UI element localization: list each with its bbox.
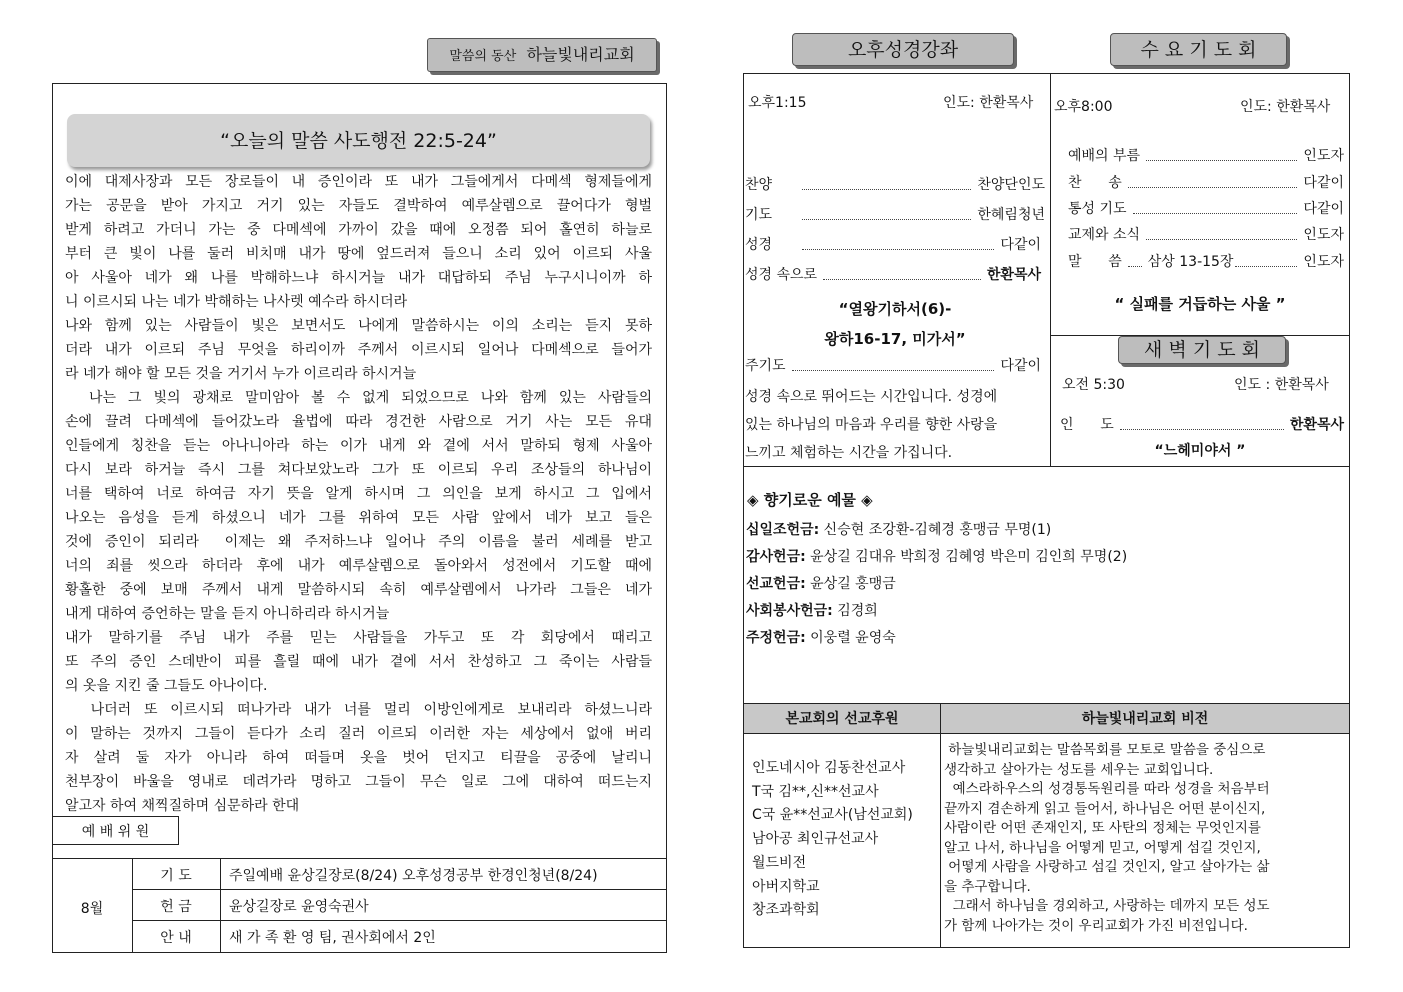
wednesday-time: 오후8:00 — [1054, 99, 1113, 115]
program-value: 한환목사 — [1289, 417, 1344, 433]
vision-line: 알고 나서, 하나님을 어떻게 믿고, 어떻게 섬길 것인지, — [944, 839, 1261, 856]
scripture-line: 의 옷을 지킨 줄 그들도 아나이다. — [65, 678, 268, 694]
sermon-scripture-text — [65, 170, 652, 818]
program-label: 찬양 — [745, 177, 773, 193]
offering-label: 십일조헌금: — [746, 522, 820, 538]
offering-row — [746, 600, 878, 620]
vision-line: 그래서 하나님을 경외하고, 사랑하는 데까지 모든 성도 — [944, 898, 1270, 914]
scripture-line: 아 사울아 네가 왜 나를 박해하느냐 하시거늘 내가 대답하되 주님 누구시니이까 하 — [65, 270, 652, 286]
worship-committee-label: 예 배 위 원 — [81, 824, 150, 840]
scripture-line: 나와 함께 있는 사람들이 빛은 보면서도 나에게 말씀하시는 이의 소리는 듣지 못하 — [65, 318, 652, 334]
scripture-range: 삼상 13-15장 — [1147, 254, 1234, 270]
scripture-line: 이 말하는 것까지 그들이 듣다가 소리 질러 이르되 이러한 자는 세상에서 없애 버리 — [65, 726, 652, 742]
scripture-line: 알고자 하여 채찍질하며 심문하라 한대 — [65, 798, 300, 814]
description-line: 있는 하나님의 마음과 우리를 향한 사랑을 — [745, 417, 998, 433]
mission-list — [752, 757, 913, 923]
program-value: 다같이 — [1303, 175, 1344, 191]
program-row — [1068, 198, 1344, 218]
program-row — [745, 234, 1041, 254]
schedule-col-divider — [1050, 73, 1051, 466]
sermon-title-bar — [67, 114, 650, 167]
mission-item: 월드비전 — [752, 854, 807, 871]
program-row — [745, 174, 1045, 194]
offering-label: 사회봉사헌금: — [746, 603, 833, 619]
afternoon-description — [745, 383, 997, 467]
dawn-prayer-badge — [1118, 336, 1286, 364]
offering-names: 이웅렬 윤영숙 — [805, 630, 896, 646]
table-top-border — [52, 858, 667, 859]
scripture-line: 자 살려 둘 자가 아니라 하여 떠들며 옷을 벗어 던지고 티끌을 공중에 날리니 — [65, 750, 652, 766]
scripture-line: 천부장이 바울을 영내로 데려가라 명하고 그들이 무슨 일로 그에 대하여 떠드는지 — [65, 774, 652, 790]
program-label: 말 씀 — [1068, 254, 1122, 270]
wednesday-prayer-title: 수 요 기 도 회 — [1140, 39, 1257, 61]
program-row — [745, 355, 1041, 375]
vision-text — [944, 741, 1346, 936]
mission-item: 인도네시아 김동찬선교사 — [752, 760, 906, 776]
vision-line: 생각하고 살아가는 성도를 세우는 교회입니다. — [944, 761, 1214, 778]
program-label: 주기도 — [745, 358, 786, 374]
offering-label: 주정헌금: — [746, 630, 806, 646]
program-value: 인도자 — [1303, 227, 1344, 243]
vision-line: 사람이란 어떤 존재인지, 또 사탄의 정체는 무엇인지를 — [944, 820, 1261, 836]
program-row — [1068, 251, 1344, 271]
afternoon-topic-line1: “열왕기하서(6)- — [838, 300, 952, 318]
afternoon-class-title: 오후성경강좌 — [847, 39, 959, 61]
program-value: 인도자 — [1303, 148, 1344, 164]
scripture-line: 받게 하려고 가더니 가는 중 다메섹에 가까이 갔을 때에 오정쯤 되어 홀연히 하늘로 — [65, 222, 652, 238]
program-value: 다같이 — [1000, 237, 1041, 253]
vision-header: 하늘빛내리교회 비전 — [1081, 711, 1209, 727]
afternoon-topic-line2: 왕하16-17, 미가서” — [824, 330, 966, 348]
vision-line: 을 추구합니다. — [944, 878, 1031, 895]
offering-names: 김경희 — [832, 603, 878, 619]
offerings-heading: ◈ 향기로운 예물 ◈ — [747, 491, 873, 509]
scripture-line: 너를 택하여 너로 하여금 자기 뜻을 알게 하시며 그 의인을 보게 하시고 그 입에서 — [65, 486, 652, 502]
committee-value: 주일예배 윤상길장로(8/24) 오후성경공부 한경인청년(8/24) — [229, 868, 598, 884]
table-col-divider — [220, 858, 221, 953]
offering-names: 윤상길 홍맹금 — [805, 576, 896, 592]
program-row — [1068, 172, 1344, 192]
scripture-line: 너의 죄를 씻으라 하더라 후에 내가 예루살렘으로 돌아와서 성전에서 기도할 때에 — [65, 558, 652, 574]
afternoon-class-badge — [792, 33, 1014, 66]
scripture-line: 이에 대제사장과 모든 장로들이 내 증인이라 또 내가 그들에게서 다메섹 형제들에게 — [65, 174, 652, 190]
dawn-time: 오전 5:30 — [1062, 377, 1125, 393]
scripture-line: 또 주의 증인 스데반이 피를 흘릴 때에 내가 곁에 서서 찬성하고 그 죽이는 사람들 — [65, 654, 652, 670]
committee-role: 기 도 — [160, 868, 192, 884]
program-label: 교제와 소식 — [1068, 227, 1141, 243]
church-motto: 말씀의 동산 — [449, 49, 517, 64]
mission-item: 창조과학회 — [752, 902, 820, 919]
program-label: 찬 송 — [1068, 175, 1122, 191]
scripture-line: 가는 공문을 받아 가지고 거기 있는 자들도 결박하여 예루살렘으로 끌어다가 형벌 — [65, 198, 652, 214]
committee-value: 새 가 족 환 영 팀, 권사회에서 2인 — [229, 930, 436, 946]
committee-role: 헌 금 — [160, 899, 192, 915]
mission-item: 아버지학교 — [752, 878, 820, 895]
church-name-badge — [427, 38, 657, 72]
program-value: 한환목사 — [986, 267, 1041, 283]
program-value: 다같이 — [1000, 358, 1041, 374]
offering-label: 선교헌금: — [746, 576, 806, 592]
program-label: 성경 속으로 — [745, 267, 818, 283]
mission-item: C국 윤**선교사(남선교회) — [752, 807, 913, 824]
vision-line: 끝까지 겸손하게 읽고 들어서, 하나님은 어떤 분이신지, — [944, 800, 1266, 817]
church-name: 하늘빛내리교회 — [526, 45, 635, 64]
description-line: 성경 속으로 뛰어드는 시간입니다. 성경에 — [745, 389, 998, 405]
offering-names: 신승현 조강환-김혜경 홍맹금 무명(1) — [819, 522, 1052, 538]
dawn-topic: “느헤미야서 ” — [1154, 443, 1246, 459]
committee-role: 안 내 — [160, 930, 192, 946]
dawn-prayer-title: 새 벽 기 도 회 — [1144, 339, 1260, 361]
program-value: 인도자 — [1303, 254, 1344, 270]
table-row-divider — [132, 920, 667, 921]
wednesday-prayer-badge — [1110, 33, 1287, 66]
offering-row — [746, 546, 1127, 566]
scripture-line: 나오는 음성을 듣게 하셨으니 네가 그를 위하여 모든 사람 앞에서 네가 보고 들은 — [65, 510, 652, 526]
program-row — [1068, 224, 1344, 244]
worship-committee-label-box — [52, 816, 179, 845]
dawn-leader: 인도 : 한환목사 — [1234, 377, 1329, 393]
vision-line: 어떻게 사람을 사랑하고 섬길 것인지, 알고 살아가는 삶 — [944, 859, 1270, 875]
program-value: 한혜림청년 — [977, 207, 1045, 223]
mission-item: T국 김**,신**선교사 — [752, 783, 879, 800]
program-value: 찬양단인도 — [977, 177, 1045, 193]
scripture-line: 다시 보라 하거늘 즉시 그를 쳐다보았노라 그가 또 이르되 우리 조상들의 하나님이 — [65, 462, 652, 478]
program-label: 성경 — [745, 237, 773, 253]
wednesday-topic: “ 실패를 거듭하는 사울 ” — [1114, 295, 1286, 313]
committee-month: 8월 — [80, 901, 104, 917]
mission-item: 남아공 최인규선교사 — [752, 831, 879, 848]
scripture-line: 인들에게 칭찬을 듣는 아나니아라 하는 이가 내게 와 곁에 서서 말하되 형제 사울아 — [65, 438, 652, 454]
scripture-line: 내가 말하기를 주님 내가 주를 믿는 사람들을 가두고 또 각 회당에서 때리고 — [65, 630, 652, 646]
description-line: 느끼고 체험하는 시간을 가집니다. — [745, 445, 953, 461]
program-label: 통성 기도 — [1068, 201, 1127, 217]
mission-header: 본교회의 선교후원 — [785, 711, 899, 727]
scripture-line: 내게 대하여 증언하는 말을 듣지 아니하리라 하시거늘 — [65, 606, 390, 622]
sermon-title: “오늘의 말씀 사도행전 22:5-24” — [220, 130, 497, 152]
vision-line: 예스라하우스의 성경통독원리를 따라 성경을 처음부터 — [944, 781, 1270, 797]
program-row — [745, 204, 1045, 224]
program-label: 기도 — [745, 207, 773, 223]
scripture-line: 니 이르시되 나는 네가 박해하는 나사렛 예수라 하시더라 — [65, 294, 408, 310]
scripture-line: 더라 내가 이르되 주님 무엇을 하리이까 주께서 이르시되 일어나 다메섹으로 들어가 — [65, 342, 652, 358]
scripture-line: 나는 그 빛의 광채로 말미암아 볼 수 없게 되었으므로 나와 함께 있는 사람들의 — [65, 390, 652, 406]
offering-row — [746, 573, 896, 593]
program-label: 인 도 — [1060, 417, 1114, 433]
scripture-line: 나더러 또 이르시되 떠나가라 내가 너를 멀리 이방인에게로 보내리라 하셨느니라 — [65, 702, 652, 718]
offering-row — [746, 627, 896, 647]
table-row-divider — [132, 889, 667, 890]
offering-label: 감사헌금: — [746, 549, 806, 565]
scripture-line: 라 네가 해야 할 모든 것을 거기서 누가 이르리라 하시거늘 — [65, 366, 417, 382]
offering-row — [746, 519, 1051, 539]
offering-names: 윤상길 김대유 박희정 김혜영 박은미 김인희 무명(2) — [805, 549, 1128, 565]
scripture-line: 손에 끌려 다메섹에 들어갔노라 율법에 따라 경건한 사람으로 거기 사는 모든 유대 — [65, 414, 652, 430]
vision-line: 하늘빛내리교회는 말씀목회를 모토로 말씀을 중심으로 — [944, 742, 1266, 758]
scripture-line: 황홀한 중에 보매 주께서 내게 말씀하시되 속히 예루살렘에서 나가라 그들은 네가 — [65, 582, 652, 598]
afternoon-time: 오후1:15 — [748, 95, 807, 111]
wednesday-leader: 인도: 한환목사 — [1240, 99, 1331, 115]
program-row — [1060, 414, 1344, 434]
vision-line: 가 함께 나아가는 것이 우리교회가 가진 비전입니다. — [944, 917, 1248, 934]
mission-vision-col-divider — [940, 703, 941, 948]
program-label: 예배의 부름 — [1068, 148, 1141, 164]
program-row — [745, 264, 1041, 284]
program-value: 다같이 — [1303, 201, 1344, 217]
program-row — [1068, 145, 1344, 165]
scripture-line: 부터 큰 빛이 나를 둘러 비치매 내가 땅에 엎드러져 들으니 소리 있어 이르되 사울 — [65, 246, 652, 262]
scripture-line: 것에 증인이 되리라 이제는 왜 주저하느냐 일어나 주의 이름을 불러 세례를 받고 — [65, 534, 652, 550]
afternoon-leader: 인도: 한환목사 — [943, 95, 1034, 111]
committee-value: 윤상길장로 윤영숙권사 — [229, 899, 369, 915]
